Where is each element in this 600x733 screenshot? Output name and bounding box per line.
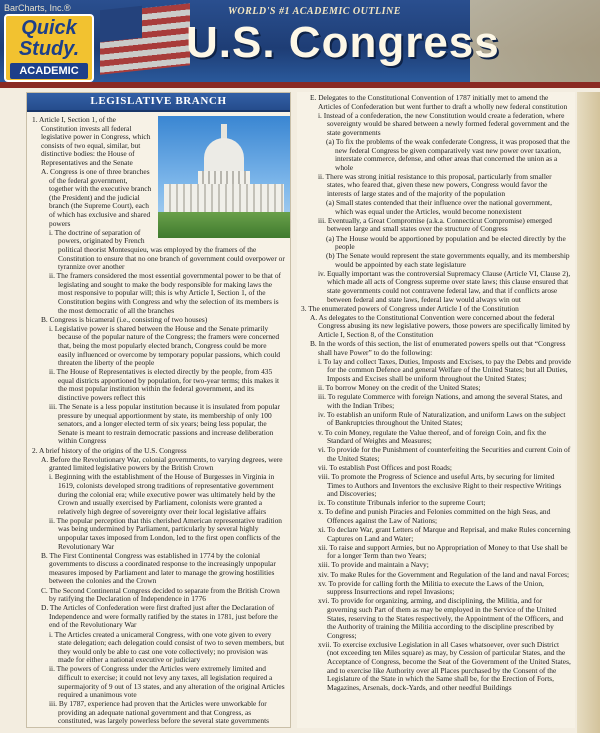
outline-item: i. The Articles created a unicameral Congress, with one vote given to every state delegation; each delegation could consist of two to seven members, but they would only be able to cast one vote collectively; no provision was made for either a national executive or judiciary <box>49 629 285 665</box>
outline-item: ii. The framers considered the most essential governmental power to be that of legislating and sought to make the body responsible for making laws the most responsive to popular will; this is why Article I, Section 1, of the Constitution begins with Congress and why the selection of its members is the most democratic of all the branches <box>49 271 281 315</box>
outline-item: i. Legislative power is shared between the House and the Senate primarily because of the popular nature of the Congress; the framers were concerned that, being the most popularly elected branch, Congress could be more easily influenced or overcome by temporary popular passions, which could threaten the liberty of the people <box>49 323 281 368</box>
legislative-branch-column <box>26 92 291 728</box>
enumerated-power-item: x. To define and punish Piracies and Felonies committed on the high Seas, and Offences against the Law of Nations; <box>318 507 551 525</box>
outline-item: D. The Articles of Confederation were first drafted just after the Declaration of Independence and were formally ratified by the states in 1781, just before the end of the Revolutionary War <box>41 603 278 630</box>
outline-item: i. Beginning with the establishment of the House of Burgesses in Virginia in 1619, colonists developed strong traditions of representative government during the colonial era; while executive power was ultimately held by the Crown and usually exercised by Parliament, colonists were granted a relatively high degree of sovereignty over their local legislative affairs <box>49 472 276 516</box>
outline-item: ii. The popular perception that this cherished American representative tradition was being undermined by Parliament, particularly by several highly unpopular taxes imposed from London, led to the first open conflicts of the Revolutionary War <box>49 515 282 551</box>
outline-item: A. Congress is one of three branches of the federal government, together with the executive branch (the President) and the judicial branch (the Supreme Court), each of which has exclusive and shared powers <box>41 167 152 228</box>
enumerated-power-item: v. To coin Money, regulate the Value thereof, and of foreign Coin, and fix the Standard of Weights and Measures; <box>318 427 547 446</box>
page-header <box>0 0 600 88</box>
outline-item: (b) The Senate would represent the state governments equally, and its membership would be appointed by each state legislature <box>326 251 570 269</box>
outline-item: iii. The Senate is a less popular institution because it is insulated from popular pressure by unequal apportionment by state, its membership of only 100 senators, and a longer elected term of six years; being less popular, the Senate is meant to restrain democratic passions and increase deliberation within Congress <box>49 402 280 446</box>
outline-item: iii. Eventually, a Great Compromise (a.k.a. Connecticut Compromise) emerged between large and small states over the structure of Congress <box>318 215 552 234</box>
outline-item: B. In the words of this section, the list of enumerated powers spells out that “Congress shall have Power” to do the following: <box>310 339 566 357</box>
outline-item: i. The doctrine of separation of powers, originated by French political theorist Montesquieu, was employed by the framers of the Constitution to ensure that no one branch of government could overpower or tyrannize over another <box>49 227 285 272</box>
outline-item: C. The Second Continental Congress decided to separate from the British Crown by ratifying the Declaration of Independence in 1776 <box>41 585 280 604</box>
header-divider <box>0 82 600 88</box>
enumerated-power-item: iii. To regulate Commerce with foreign Nations, and among the several States, and with the Indian Tribes; <box>318 392 563 410</box>
enumerated-power-item: xvi. To provide for organizing, arming, and disciplining, the Militia, and for governing such Part of them as may be employed in the Service of the United States, reserving to the States respectively, the Appointment of the Officers, and the Authority of training the Militia according to the discipline prescribed by Congress; <box>318 596 564 640</box>
congress-history-column <box>297 92 575 728</box>
outline-item: E. Delegates to the Constitutional Convention of 1787 initially met to amend the Articles of Confederation but went further to draft a wholly new federal constitution <box>310 93 568 111</box>
page-title: U.S. Congress <box>186 18 500 67</box>
outline-item: (a) To fix the problems of the weak confederate Congress, it was proposed that the new federal Congress be given comparatively vast new power over taxation, interstate commerce, defense, and other areas that concerned the union as a whole <box>326 136 570 172</box>
outline-item: iii. By 1787, experience had proven that the Articles were unworkable for providing an adequate national government and that Congress, as constituted, was largely powerless before the several state governments <box>49 699 270 726</box>
outline-item: B. The First Continental Congress was established in 1774 by the colonial governments to discuss a coordinated response to the increasingly unpopular measures imposed by Parliament and later to manage the growing hostilities between the colonies and the Crown <box>41 550 276 586</box>
enumerated-power-item: xv. To provide for calling forth the Militia to execute the Laws of the Union, suppress Insurrections and repel Invasions; <box>318 578 544 597</box>
outline-item: (a) Small states contended that their influence over the national government, which was equal under the Articles, would become nonexistent <box>326 198 552 216</box>
publisher-name: BarCharts, Inc.® <box>4 3 71 13</box>
outline-item: B. Congress is bicameral (i.e., consisting of two houses) <box>41 314 208 324</box>
outline-item: 1. Article I, Section 1, of the Constitution invests all federal legislative power in Congress, which consists of two equal, similar, but distinctive bodies: the House of Representatives and the Senate <box>32 115 151 167</box>
enumerated-powers-list <box>301 358 571 693</box>
enumerated-power-item: i. To lay and collect Taxes, Duties, Imposts and Excises, to pay the Debts and provide for the common Defence and general Welfare of the United States; but all Duties, Imposts and Excises shall be uniform throughout the United States; <box>318 356 571 383</box>
quickstudy-logo: Quick Study. ACADEMIC <box>4 14 94 82</box>
outline-item: A. As delegates to the Constitutional Convention were concerned about the federal Congress abusing its new legislative powers, those powers are specifically limited by Article I, Section 8, of the Constitution <box>310 312 571 340</box>
outline-item: (a) The House would be apportioned by population and be elected directly by the people <box>326 233 566 252</box>
outline-item: ii. The House of Representatives is elected directly by the people, from 435 equal districts apportioned by population, for two-year terms; this makes it the most popular institution within the federal government, and its distinctive powers reflect this <box>49 367 280 402</box>
outline-item: ii. The powers of Congress under the Articles were extremely limited and difficult to exercise; it could not levy any taxes, all legislation required a supermajority of 9 out of 13 states, and any alteration of the original Articles required a unanimous vote <box>49 664 285 700</box>
right-decorative-bar <box>577 92 600 733</box>
flag-canton <box>100 6 142 42</box>
left-margin <box>0 92 24 733</box>
outline-item: 2. A brief history of the origins of the U.S. Congress <box>32 445 187 455</box>
outline-item: A. Before the Revolutionary War, colonial governments, to varying degrees, were granted limited legislative powers by the British Crown <box>41 454 283 473</box>
enumerated-power-item: ix. To constitute Tribunals inferior to the supreme Court; <box>318 498 486 508</box>
enumerated-power-item: xi. To declare War, grant Letters of Marque and Reprisal, and make Rules concerning Captures on Land and Water; <box>318 525 571 543</box>
enumerated-power-item: viii. To promote the Progress of Science and useful Arts, by securing for limited Times to Authors and Inventors the exclusive Right to their respective Writings and Discoveries; <box>318 472 562 499</box>
outline-item: 3. The enumerated powers of Congress under Article I of the Constitution <box>301 303 519 313</box>
enumerated-power-item: xiii. To provide and maintain a Navy; <box>318 560 429 570</box>
enumerated-power-item: iv. To establish an uniform Rule of Naturalization, and uniform Laws on the subject of Bankruptcies throughout the United States; <box>318 409 566 428</box>
capitol-building-image <box>158 116 290 238</box>
enumerated-power-item: ii. To borrow Money on the credit of the United States; <box>318 383 481 393</box>
enumerated-power-item: xii. To raise and support Armies, but no Appropriation of Money to that Use shall be for a longer Term than two Years; <box>318 542 568 561</box>
enumerated-power-item: vii. To establish Post Offices and post Roads; <box>318 462 452 472</box>
enumerated-power-item: xvii. To exercise exclusive Legislation in all Cases whatsoever, over such District (not exceeding ten Miles square) as may, by Cession of particular States, and the Acceptance of Congress, become the Seat of the Government of the United States, and to exercise like Authority over all Places purchased by the Consent of the Legislature of the State in which the Same shall be, for the Erection of Forts, Magazines, Arsenals, dock-Yards, and other needful Buildings <box>318 639 571 692</box>
outline-item: ii. There was strong initial resistance to this proposal, particularly from smaller states, who feared that, given these new powers, Congress would favor the interests of large states and of the majority of the population <box>318 171 552 199</box>
enumerated-power-item: xiv. To make Rules for the Government and Regulation of the land and naval Forces; <box>318 569 570 579</box>
enumerated-power-item: vi. To provide for the Punishment of counterfeiting the Securities and current Coin of the United States; <box>318 445 571 463</box>
section-title: LEGISLATIVE BRANCH <box>27 93 290 112</box>
outline-item: i. Instead of a confederation, the new Constitution would create a federation, where sovereignty would be shared between a newly formed federal government and the state governments <box>318 110 570 137</box>
outline-item: iv. Equally important was the controversial Supremacy Clause (Article VI, Clause 2), which made all acts of Congress supreme over state laws; this clause ensured that state governments could not contravene federal law, and that if conflicts arose between federal and state laws, federal law would always win out <box>318 268 571 304</box>
tagline: WORLD'S #1 ACADEMIC OUTLINE <box>228 6 401 17</box>
